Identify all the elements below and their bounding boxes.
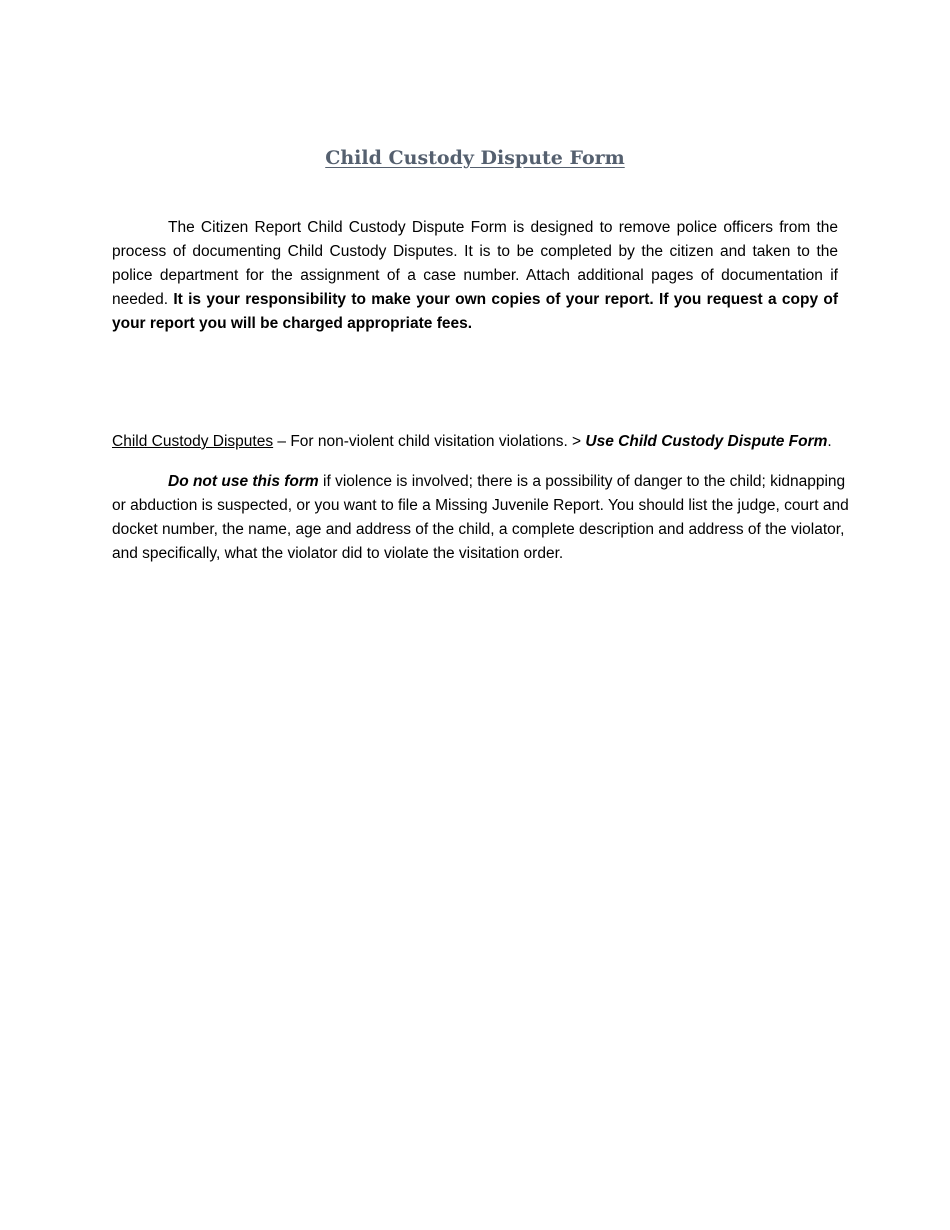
disputes-label: Child Custody Disputes [112, 433, 274, 450]
disputes-end: . [827, 433, 832, 450]
disputes-text: – For non-violent child visitation violations. > [273, 433, 586, 450]
page-title: Child Custody Dispute Form [325, 147, 625, 169]
intro-text: The Citizen Report Child Custody Dispute Form is designed to remove police officers from the process of documenting Child Custody Disputes. It is to be completed by the citizen and taken to the police department for the assignment of a case number. Attach additional pages of documentation if needed. [112, 219, 838, 308]
notice-text: if violence is involved; there is a possibility of danger to the child; kidnapping or abduction is suspected, or you want to file a Missing Juvenile Report. You should list the judge, court and docket number, the name, age and address of the child, a complete description and address of the violator, and specifically, what the violator did to violate the visitation order. [112, 473, 849, 562]
disputes-paragraph [112, 430, 852, 454]
intro-paragraph [112, 216, 838, 336]
notice-emphasis: Do not use this form [168, 473, 319, 490]
notice-paragraph [112, 470, 852, 566]
disputes-emphasis: Use Child Custody Dispute Form [585, 433, 828, 450]
intro-responsibility-notice: It is your responsibility to make your own copies of your report. If you request a copy of your report you will be charged appropriate fees. [112, 291, 838, 332]
